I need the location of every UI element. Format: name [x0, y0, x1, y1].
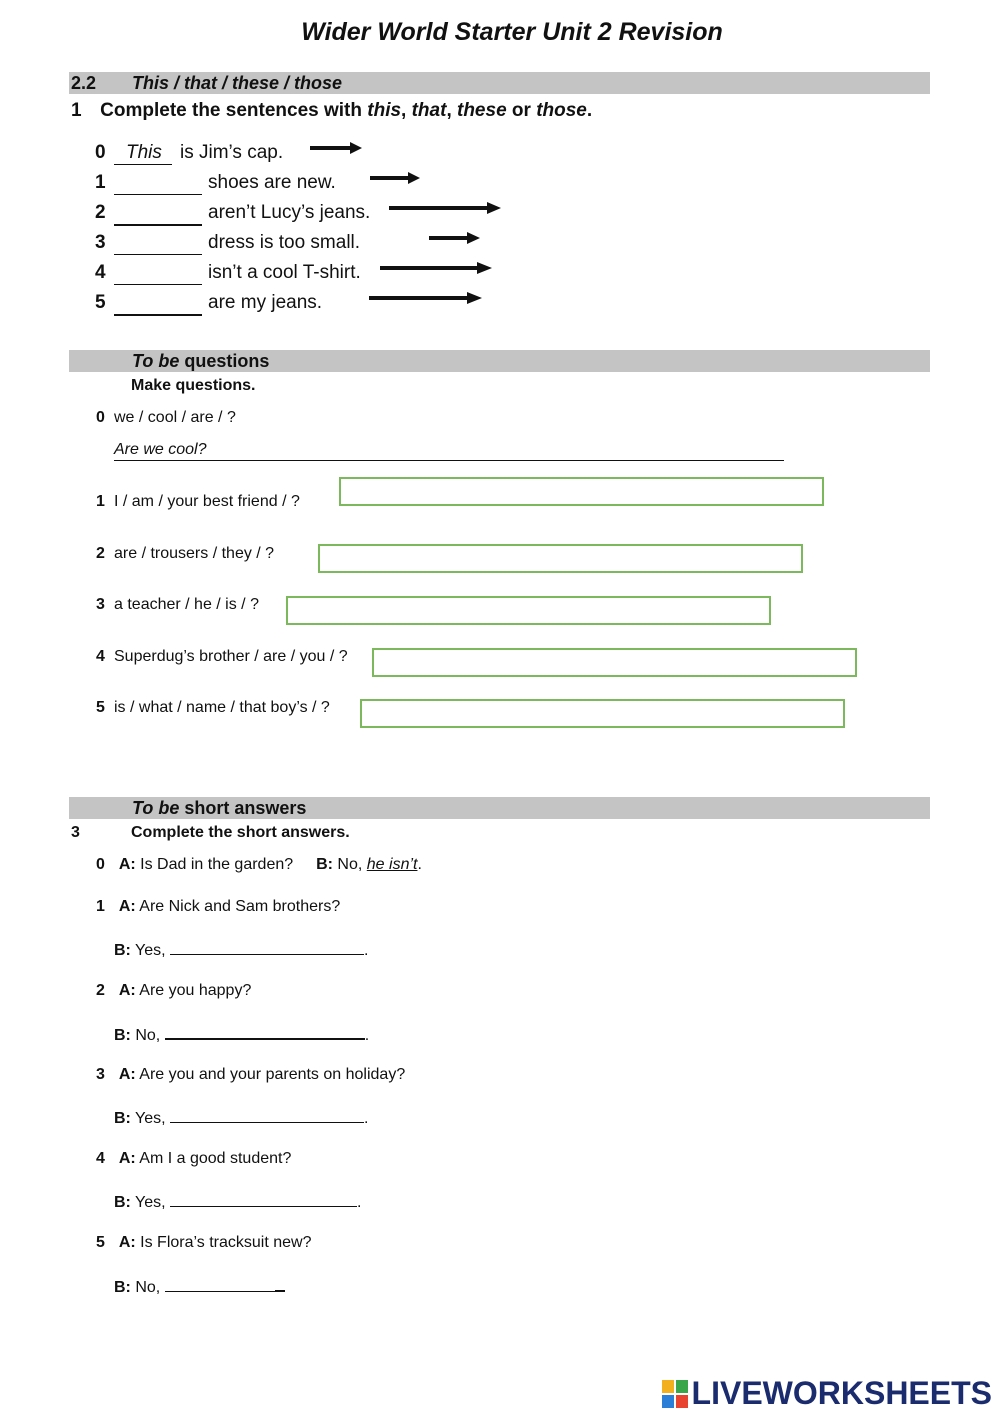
item-number: 5 — [96, 1234, 105, 1251]
section-header-short-answers — [69, 797, 930, 819]
list-item: 3 A: Are you and your parents on holiday? — [96, 1066, 406, 1083]
arrow-right-icon — [380, 260, 495, 276]
answer-input-1[interactable] — [339, 477, 824, 506]
example-answer-line — [114, 441, 784, 461]
answer-blank[interactable] — [165, 1277, 275, 1292]
list-item: 5 A: Is Flora’s tracksuit new? — [96, 1234, 312, 1251]
arrow-right-icon — [389, 200, 504, 216]
sentence-text: isn’t a cool T-shirt. — [208, 262, 361, 283]
list-item — [95, 292, 595, 316]
exercise-2-instruction: Make questions. — [131, 377, 256, 394]
question-a: Is Dad in the garden? — [140, 856, 294, 873]
arrow-right-icon — [310, 140, 364, 156]
answer-blank[interactable] — [165, 1024, 365, 1040]
question-a: Am I a good student? — [139, 1150, 292, 1167]
question-a: Are you and your parents on holiday? — [139, 1066, 406, 1083]
answer-blank[interactable] — [170, 1108, 364, 1123]
answer-row: B: No, — [114, 1276, 285, 1297]
item-number: 4 — [95, 262, 106, 283]
exercise-3-number: 3 — [71, 824, 80, 841]
item-number: 3 — [96, 596, 105, 613]
example-answer: he isn’t — [366, 856, 418, 873]
logo-blocks-icon — [662, 1380, 688, 1408]
sentence-text: are my jeans. — [208, 292, 323, 313]
answer-blank[interactable] — [114, 202, 202, 226]
answer-blank[interactable] — [170, 940, 364, 955]
item-number: 2 — [96, 545, 105, 562]
question-prompt: I / am / your best friend / ? — [114, 493, 300, 510]
answer-input-2[interactable] — [318, 544, 803, 573]
answer-row: B: Yes, . — [114, 942, 369, 959]
item-number: 1 — [96, 493, 105, 510]
arrow-right-icon — [370, 170, 424, 186]
list-item: 2 A: Are you happy? — [96, 982, 252, 999]
answer-blank[interactable] — [114, 292, 202, 316]
answer-blank[interactable] — [114, 262, 202, 285]
list-item — [95, 172, 595, 196]
section-header-to-be-questions — [69, 350, 930, 372]
answer-row: B: Yes, . — [114, 1194, 362, 1211]
sentence-text: shoes are new. — [208, 172, 336, 193]
list-item: 4 A: Am I a good student? — [96, 1150, 292, 1167]
list-item — [96, 648, 371, 668]
section-number: 2.2 — [71, 73, 97, 93]
question-a: Is Flora’s tracksuit new? — [140, 1234, 312, 1251]
question-prompt: we / cool / are / ? — [114, 409, 236, 426]
list-item — [96, 493, 336, 513]
exercise-1-instruction: 1 Complete the sentences with this, that, these or those. — [71, 100, 593, 121]
sentence-text: dress is too small. — [208, 232, 361, 253]
item-number: 3 — [95, 232, 106, 253]
sentence-text: aren’t Lucy’s jeans. — [208, 202, 371, 223]
section-heading: To be short answers — [132, 798, 307, 818]
item-number: 2 — [95, 202, 106, 223]
example-item: 0 A: Is Dad in the garden? B: No, he isn’t. — [96, 856, 422, 873]
answer-blank: This — [114, 142, 172, 165]
list-item — [96, 699, 356, 719]
list-item — [95, 232, 595, 256]
question-prompt: a teacher / he / is / ? — [114, 596, 259, 613]
answer-input-5[interactable] — [360, 699, 845, 728]
item-number: 4 — [96, 648, 105, 665]
liveworksheets-logo — [662, 1375, 992, 1412]
item-number: 1 — [95, 172, 106, 193]
answer-input-3[interactable] — [286, 596, 771, 625]
list-item — [95, 202, 595, 226]
answer-row: B: No, . — [114, 1024, 369, 1045]
item-number: 1 — [96, 898, 105, 915]
answer-blank[interactable] — [114, 172, 202, 195]
list-item — [96, 596, 286, 616]
item-number: 5 — [95, 292, 106, 313]
item-number: 0 — [96, 856, 105, 873]
worksheet-title: Wider World Starter Unit 2 Revision — [301, 18, 723, 46]
answer-blank[interactable] — [114, 232, 202, 255]
question-prompt: Superdug’s brother / are / you / ? — [114, 648, 348, 665]
item-number: 4 — [96, 1150, 105, 1167]
question-a: Are Nick and Sam brothers? — [139, 898, 341, 915]
section-heading: To be questions — [132, 351, 270, 371]
section-header-demonstratives — [69, 72, 930, 94]
logo-text: LIVEWORKSHEETS — [691, 1375, 992, 1411]
item-number: 3 — [96, 1066, 105, 1083]
example-answer: Are we cool? — [114, 441, 207, 458]
question-prompt: is / what / name / that boy’s / ? — [114, 699, 330, 716]
item-number: 0 — [96, 409, 105, 426]
instruction-number: 1 — [71, 100, 82, 121]
arrow-right-icon — [429, 230, 483, 246]
answer-blank[interactable] — [170, 1192, 357, 1207]
example-item — [96, 409, 496, 429]
item-number: 0 — [95, 142, 106, 163]
item-number: 2 — [96, 982, 105, 999]
arrow-right-icon — [369, 290, 485, 306]
sentence-text: is Jim’s cap. — [180, 142, 284, 163]
section-heading: This / that / these / those — [132, 73, 343, 93]
list-item — [95, 262, 595, 286]
list-item: 1 A: Are Nick and Sam brothers? — [96, 898, 341, 915]
item-number: 5 — [96, 699, 105, 716]
exercise-3-instruction: Complete the short answers. — [131, 824, 350, 841]
question-prompt: are / trousers / they / ? — [114, 545, 275, 562]
question-a: Are you happy? — [139, 982, 252, 999]
answer-input-4[interactable] — [372, 648, 857, 677]
list-item — [96, 545, 316, 565]
answer-row: B: Yes, . — [114, 1110, 369, 1127]
